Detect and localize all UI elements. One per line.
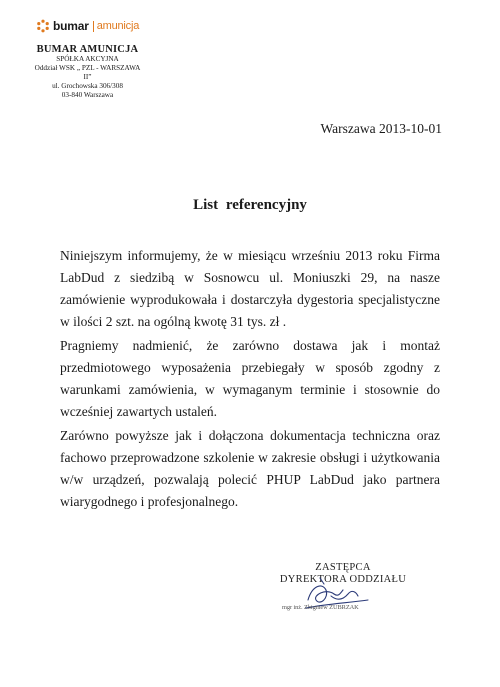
sender-branch: Oddział WSK „ PZL - WARSZAWA II” xyxy=(34,64,141,81)
logo-divider xyxy=(93,21,94,32)
letter-body xyxy=(60,245,440,515)
body-paragraph: Pragniemy nadmienić, że zarówno dostawa jak i montaż przedmiotowego wyposażenia przebiegały w sposób zgodny z warunkami zamówienia, w wymaganym terminie i stosownie do wcześniej zawartych ustaleń. xyxy=(60,338,440,419)
signer-title-line1: ZASTĘPCA xyxy=(315,562,371,573)
signer-title-line2: DYREKTORA ODDZIAŁU xyxy=(279,574,407,585)
letter-date: Warszawa 2013-10-01 xyxy=(320,121,442,136)
logo-wordmark: bumar xyxy=(53,19,89,33)
body-paragraph: Niniejszym informujemy, że w miesiącu wrześniu 2013 roku Firma LabDud z siedzibą w Sosnowcu ul. Moniuszki 29, na nasze zamówienie wyprodukowała i dostarczyła dygestoria specjalistyczne w ilości 2 szt. na ogólną kwotę 31 tys. zł . xyxy=(60,248,440,329)
company-logo xyxy=(36,18,139,34)
sender-company-type: SPÓŁKA AKCYJNA xyxy=(56,55,119,63)
sender-street: ul. Grochowska 306/308 xyxy=(52,82,123,90)
signature-block xyxy=(268,556,418,626)
sender-postal: 03-840 Warszawa xyxy=(61,91,114,99)
letter-title: List referencyjny xyxy=(193,197,307,213)
sender-address-block xyxy=(30,44,145,100)
body-paragraph: Zarówno powyższe jak i dołączona dokumentacja techniczna oraz fachowo przeprowadzone szkolenie w zakresie obsługi i użytkowania w/w urządzeń, pozwalają polecić PHUP LabDud jako partnera wiarygodnego i profesjonalnego. xyxy=(60,428,440,509)
signer-name-stamp: mgr inż. Zbigniew ŻUBRZAK xyxy=(282,604,359,611)
logo-subbrand: amunicja xyxy=(96,20,140,32)
bumar-logo-icon xyxy=(36,19,50,33)
sender-company-name: BUMAR AMUNICJA xyxy=(36,44,139,55)
